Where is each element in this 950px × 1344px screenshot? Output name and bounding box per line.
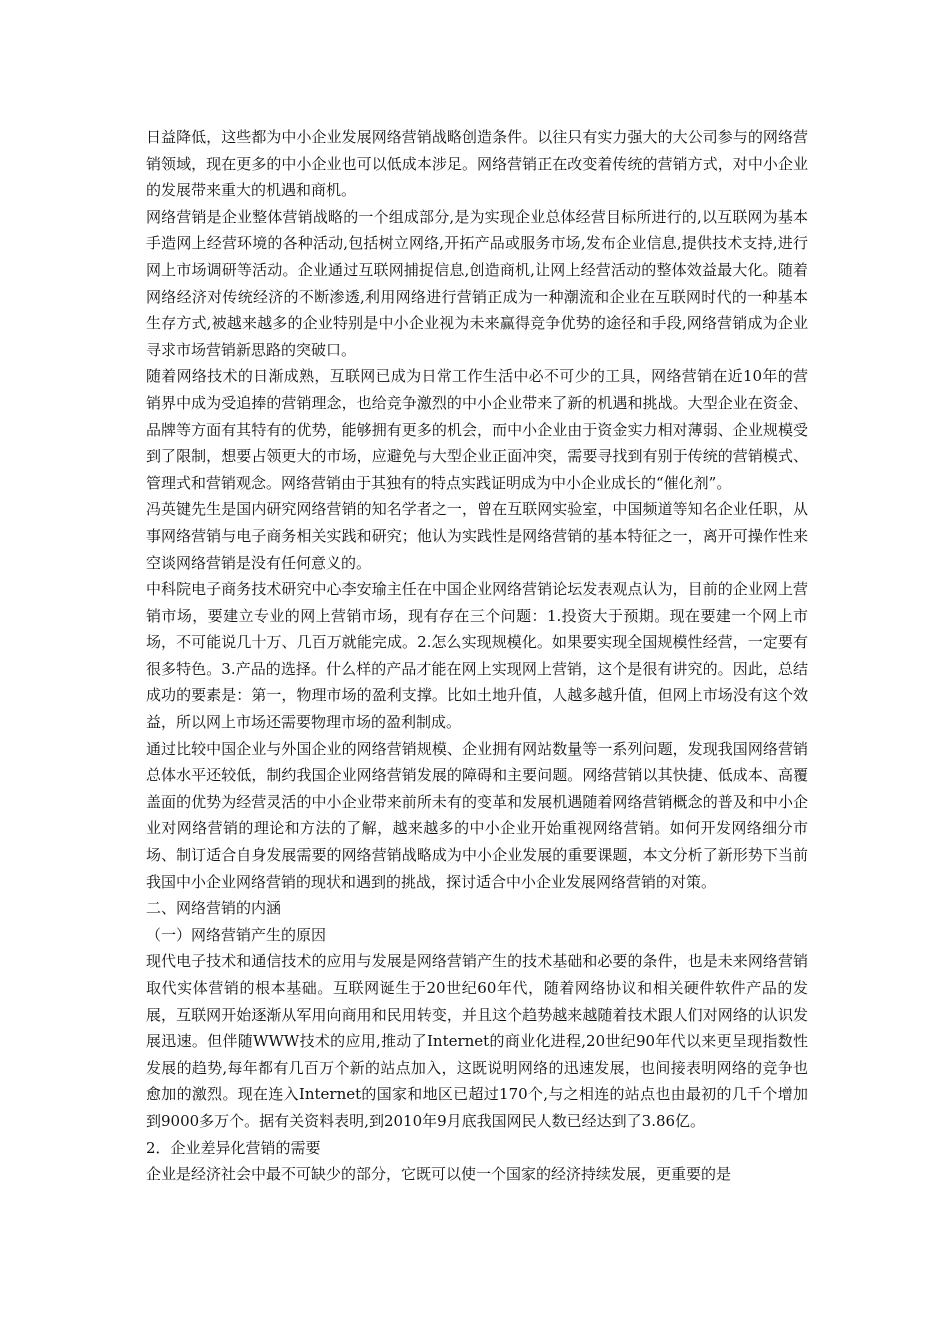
document-body [146,124,808,1188]
paragraph-1: 日益降低，这些都为中小企业发展网络营销战略创造条件。以往只有实力强大的大公司参与的网络营销领域，现在更多的中小企业也可以低成本涉足。网络营销正在改变着传统的营销方式，对中小企业的发展带来重大的机遇和商机。 [146,128,808,200]
paragraph-6: 通过比较中国企业与外国企业的网络营销规模、企业拥有网站数量等一系列问题，发现我国网络营销总体水平还较低，制约我国企业网络营销发展的障碍和主要问题。网络营销以其快捷、低成本、高覆盖面的优势为经营灵活的中小企业带来前所未有的变革和发展机遇随着网络营销概念的普及和中小企业对网络营销的理论和方法的了解，越来越多的中小企业开始重视网络营销。如何开发网络细分市场、制订适合自身发展需要的网络营销战略成为中小企业发展的重要课题，本文分析了新形势下当前我国中小企业网络营销的现状和遇到的挑战，探讨适合中小企业发展网络营销的对策。 [146,739,808,891]
subsection-heading-2: 2．企业差异化营销的需要 [146,1138,321,1157]
paragraph-8: 企业是经济社会中最不可缺少的部分，它既可以使一个国家的经济持续发展，更重要的是 [146,1165,732,1184]
paragraph-4: 冯英键先生是国内研究网络营销的知名学者之一，曾在互联网实验室，中国频道等知名企业任职，从事网络营销与电子商务相关实践和研究；他认为实践性是网络营销的基本特征之一，离开可操作性来空谈网络营销是没有任何意义的。 [146,500,808,572]
paragraph-3: 随着网络技术的日渐成熟，互联网已成为日常工作生活中必不可少的工具，网络营销在近10年的营销界中成为受追捧的营销理念，也给竞争激烈的中小企业带来了新的机遇和挑战。大型企业在资金、品牌等方面有其特有的优势，能够拥有更多的机会，而中小企业由于资金实力相对薄弱、企业规模受到了限制，想要占领更大的市场，应避免与大型企业正面冲突，需要寻找到有别于传统的营销模式、管理式和营销观念。网络营销由于其独有的特点实践证明成为中小企业成长的“催化剂”。 [146,367,808,492]
paragraph-2: 网络营销是企业整体营销战略的一个组成部分,是为实现企业总体经营目标所进行的,以互联网为基本手造网上经营环境的各种活动,包括树立网络,开拓产品或服务市场,发布企业信息,提供技术支持,进行网上市场调研等活动。企业通过互联网捕捉信息,创造商机,让网上经营活动的整体效益最大化。随着网络经济对传统经济的不断渗透,利用网络进行营销正成为一种潮流和企业在互联网时代的一种基本生存方式,被越来越多的企业特别是中小企业视为未来赢得竞争优势的途径和手段,网络营销成为企业寻求市场营销新思路的突破口。 [146,207,808,359]
paragraph-5: 中科院电子商务技术研究中心李安瑜主任在中国企业网络营销论坛发表观点认为，目前的企业网上营销市场，要建立专业的网上营销市场，现有存在三个问题：1.投资大于预期。现在要建一个网上市场，不可能说几十万、几百万就能完成。2.怎么实现规模化。如果要实现全国规模性经营，一定要有很多特色。3.产品的选择。什么样的产品才能在网上实现网上营销，这个是很有讲究的。因此，总结成功的要素是：第一，物理市场的盈利支撑。比如土地升值，人越多越升值，但网上市场没有这个效益，所以网上市场还需要物理市场的盈利制成。 [146,580,808,732]
paragraph-7: 现代电子技术和通信技术的应用与发展是网络营销产生的技术基础和必要的条件，也是未来网络营销取代实体营销的根本基础。互联网诞生于20世纪60年代，随着网络协议和相关硬件软件产品的发展，互联网开始逐渐从军用向商用和民用转变，并且这个趋势越来越随着技术跟人们对网络的认识发展迅速。但伴随WWW技术的应用,推动了Internet的商业化进程,20世纪90年代以来更呈现指数性发展的趋势,每年都有几百万个新的站点加入，这既说明网络的迅速发展，也间接表明网络的竞争也愈加的激烈。现在连入Internet的国家和地区已超过170个,与之相连的站点也由最初的几千个增加到9000多万个。据有关资料表明,到2010年9月底我国网民人数已经达到了3.86亿。 [146,952,808,1130]
section-heading-2: 二、网络营销的内涵 [146,899,282,918]
subsection-heading-1: （一）网络营销产生的原因 [146,925,327,944]
